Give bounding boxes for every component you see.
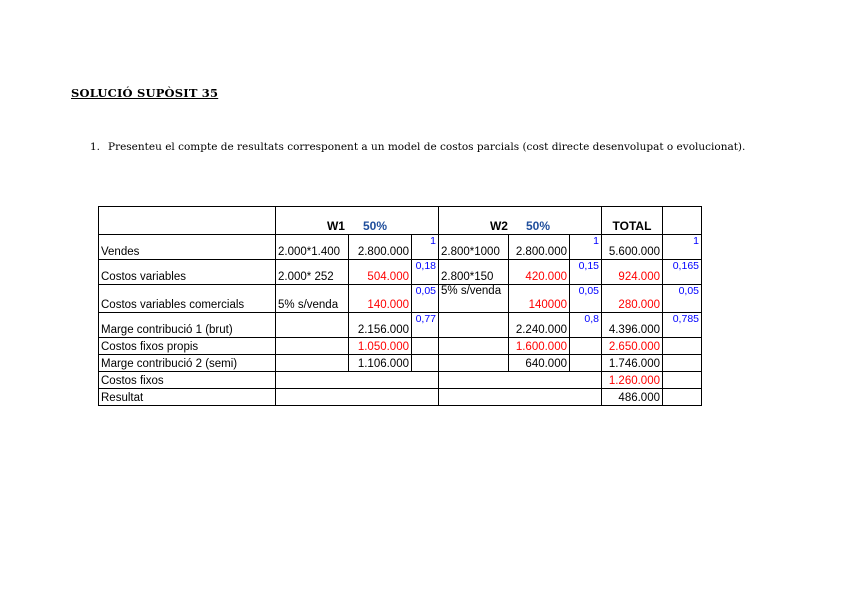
results-table <box>98 206 702 406</box>
row-label: Costos variables <box>99 260 276 285</box>
total-ratio: 1 <box>663 235 702 260</box>
w1-value: 140.000 <box>349 285 412 313</box>
row-label: Marge contribució 1 (brut) <box>99 313 276 338</box>
w1-ratio <box>412 355 439 372</box>
header-w1-pct: 50% <box>362 219 388 233</box>
total-value: 924.000 <box>602 260 663 285</box>
w1-ratio: 0,05 <box>412 285 439 313</box>
w1-calc <box>276 313 349 338</box>
w2-merged <box>439 372 602 389</box>
header-row <box>99 207 702 235</box>
w1-merged <box>276 389 439 406</box>
table-row <box>99 260 702 285</box>
header-w2-label: W2 <box>489 219 508 233</box>
w2-calc <box>439 338 509 355</box>
w2-value: 420.000 <box>509 260 570 285</box>
page-title: SOLUCIÓ SUPÒSIT 35 <box>71 86 219 100</box>
w2-value: 640.000 <box>509 355 570 372</box>
w2-merged <box>439 389 602 406</box>
table-row <box>99 338 702 355</box>
total-ratio: 0,165 <box>663 260 702 285</box>
w1-value: 1.050.000 <box>349 338 412 355</box>
row-label: Costos variables comercials <box>99 285 276 313</box>
w2-calc <box>439 355 509 372</box>
w1-merged <box>276 372 439 389</box>
w1-calc <box>276 338 349 355</box>
total-ratio <box>663 389 702 406</box>
header-ratio-blank <box>663 207 702 235</box>
header-w2 <box>439 207 602 235</box>
header-blank <box>99 207 276 235</box>
w2-ratio <box>570 338 602 355</box>
w2-value: 1.600.000 <box>509 338 570 355</box>
w2-value: 2.800.000 <box>509 235 570 260</box>
total-ratio <box>663 338 702 355</box>
w1-calc: 2.000*1.400 <box>276 235 349 260</box>
w1-calc: 2.000* 252 <box>276 260 349 285</box>
header-w1-label: W1 <box>326 219 345 233</box>
header-w2-pct: 50% <box>525 219 551 233</box>
w1-calc <box>276 355 349 372</box>
header-w1 <box>276 207 439 235</box>
w2-calc: 2.800*150 <box>439 260 509 285</box>
table-row <box>99 355 702 372</box>
question <box>90 140 768 154</box>
table-row <box>99 372 702 389</box>
table-row <box>99 313 702 338</box>
w1-ratio: 1 <box>412 235 439 260</box>
w2-value: 140000 <box>509 285 570 313</box>
question-number: 1. <box>90 141 101 153</box>
w1-ratio <box>412 338 439 355</box>
w2-ratio: 0,05 <box>570 285 602 313</box>
total-value: 5.600.000 <box>602 235 663 260</box>
w2-ratio <box>570 355 602 372</box>
question-text: Presenteu el compte de resultats corresponent a un model de costos parcials (cost directe desenvolupat o evolucionat). <box>108 141 746 153</box>
total-ratio: 0,785 <box>663 313 702 338</box>
w1-value: 1.106.000 <box>349 355 412 372</box>
w1-ratio: 0,77 <box>412 313 439 338</box>
w2-value: 2.240.000 <box>509 313 570 338</box>
table-row <box>99 389 702 406</box>
total-value: 2.650.000 <box>602 338 663 355</box>
table-row <box>99 235 702 260</box>
w2-calc: 2.800*1000 <box>439 235 509 260</box>
w1-value: 2.800.000 <box>349 235 412 260</box>
w2-calc: 5% s/venda <box>439 285 509 313</box>
row-label: Costos fixos propis <box>99 338 276 355</box>
w1-calc: 5% s/venda <box>276 285 349 313</box>
total-ratio <box>663 372 702 389</box>
w2-calc <box>439 313 509 338</box>
total-value: 486.000 <box>602 389 663 406</box>
row-label: Vendes <box>99 235 276 260</box>
w1-value: 2.156.000 <box>349 313 412 338</box>
w2-ratio: 0,15 <box>570 260 602 285</box>
row-label: Resultat <box>99 389 276 406</box>
row-label: Marge contribució 2 (semi) <box>99 355 276 372</box>
total-value: 1.260.000 <box>602 372 663 389</box>
w2-ratio: 0,8 <box>570 313 602 338</box>
header-total <box>602 207 663 235</box>
row-label: Costos fixos <box>99 372 276 389</box>
total-ratio: 0,05 <box>663 285 702 313</box>
w1-ratio: 0,18 <box>412 260 439 285</box>
table-row <box>99 285 702 313</box>
total-ratio <box>663 355 702 372</box>
w2-ratio: 1 <box>570 235 602 260</box>
total-value: 4.396.000 <box>602 313 663 338</box>
total-value: 1.746.000 <box>602 355 663 372</box>
total-value: 280.000 <box>602 285 663 313</box>
w1-value: 504.000 <box>349 260 412 285</box>
header-total-label: TOTAL <box>612 219 652 233</box>
